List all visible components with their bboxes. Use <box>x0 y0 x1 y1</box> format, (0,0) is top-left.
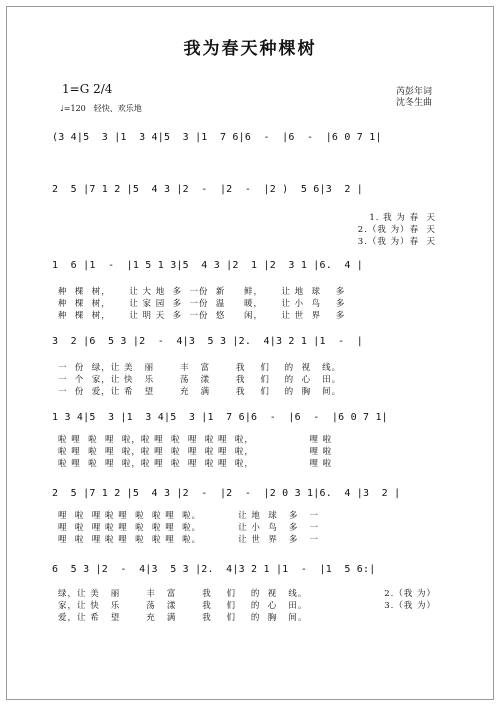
lyric-line-2-verse-3: 3.（我 为）春 天 <box>357 237 436 247</box>
tempo-marking: ♩=120 轻快、欢乐地 <box>60 104 142 113</box>
lyric-line-6-verse-3: 哩 啦 哩 啦 哩 啦 啦 哩 啦。 让 世 界 多 一 <box>58 535 319 545</box>
music-line-6: 2 5 |7 1 2 |5 4 3 |2 - |2 - |2 0 3 1|6. 4 |3 2 | <box>52 488 401 499</box>
lyric-line-2-verse-2: 2.（我 为）春 天 <box>357 225 436 235</box>
lyric-line-3-verse-2: 种 棵 树， 让 家 园 多 一份 温 暖， 让 小 鸟 多 <box>58 299 346 309</box>
music-line-2: 2 5 |7 1 2 |5 4 3 |2 - |2 - |2 ) 5 6|3 2 | <box>52 184 364 195</box>
lyric-line-6-verse-1: 哩 啦 哩 啦 哩 啦 啦 哩 啦。 让 地 球 多 一 <box>58 511 319 521</box>
lyric-line-5-verse-2: 啦 哩 啦 哩 啦，啦 哩 啦 哩 啦 哩 啦， 哩 啦 <box>58 447 333 457</box>
music-line-3: 1 6 |1 - |1 5 1 3|5 4 3 |2 1 |2 3 1 |6. 4 | <box>52 260 364 271</box>
lyric-line-7-verse-1: 绿，让 美 丽 丰 富 我 们 的 视 线。 <box>58 589 308 599</box>
song-title: 我为春天种棵树 <box>183 39 317 59</box>
lyric-line-3-verse-1: 种 棵 树， 让 大 地 多 一份 新 鲜， 让 地 球 多 <box>58 287 346 297</box>
lyric-line-4-verse-3: 一 份 爱，让 希 望 充 满 我 们 的 胸 间。 <box>58 387 342 397</box>
lyricist-credit: 芮彭年词 <box>396 87 433 97</box>
lyric-line-3-verse-3: 种 棵 树， 让 明 天 多 一份 悠 闲， 让 世 界 多 <box>58 311 346 321</box>
lyric-line-7-verse-2: 家，让 快 乐 荡 漾 我 们 的 心 田。 <box>58 601 308 611</box>
lyric-line-2-verse-1: 1. 我 为 春 天 <box>369 213 436 223</box>
composer-credit: 沈冬生曲 <box>396 98 433 108</box>
lyric-line-5-verse-3: 啦 哩 啦 哩 啦，啦 哩 啦 哩 啦 哩 啦， 哩 啦 <box>58 459 333 469</box>
music-line-4: 3 2 |6 5 3 |2 - 4|3 5 3 |2. 4|3 2 1 |1 - | <box>52 336 364 347</box>
music-line-5: 1 3 4|5 3 |1 3 4|5 3 |1 7 6|6 - |6 - |6 0 7 1| <box>52 412 388 423</box>
ending-2-label: 2.（我 为） <box>384 589 436 599</box>
lyric-line-7-verse-3: 爱，让 希 望 充 满 我 们 的 胸 间。 <box>58 613 308 623</box>
key-signature: 1=G 2/4 <box>62 82 113 96</box>
lyric-line-5-verse-1: 啦 哩 啦 哩 啦，啦 哩 啦 哩 啦 哩 啦， 哩 啦 <box>58 435 333 445</box>
lyric-line-4-verse-1: 一 份 绿，让 美 丽 丰 富 我 们 的 视 线。 <box>58 363 342 373</box>
lyric-line-6-verse-2: 哩 啦 哩 啦 哩 啦 啦 哩 啦。 让 小 鸟 多 一 <box>58 523 319 533</box>
music-line-7: 6 5 3 |2 - 4|3 5 3 |2. 4|3 2 1 |1 - |1 5 6:| <box>52 564 376 575</box>
lyric-line-4-verse-2: 一 个 家，让 快 乐 荡 漾 我 们 的 心 田。 <box>58 375 342 385</box>
music-line-1: (3 4|5 3 |1 3 4|5 3 |1 7 6|6 - |6 - |6 0 7 1| <box>52 132 382 143</box>
ending-3-label: 3.（我 为） <box>384 601 436 611</box>
